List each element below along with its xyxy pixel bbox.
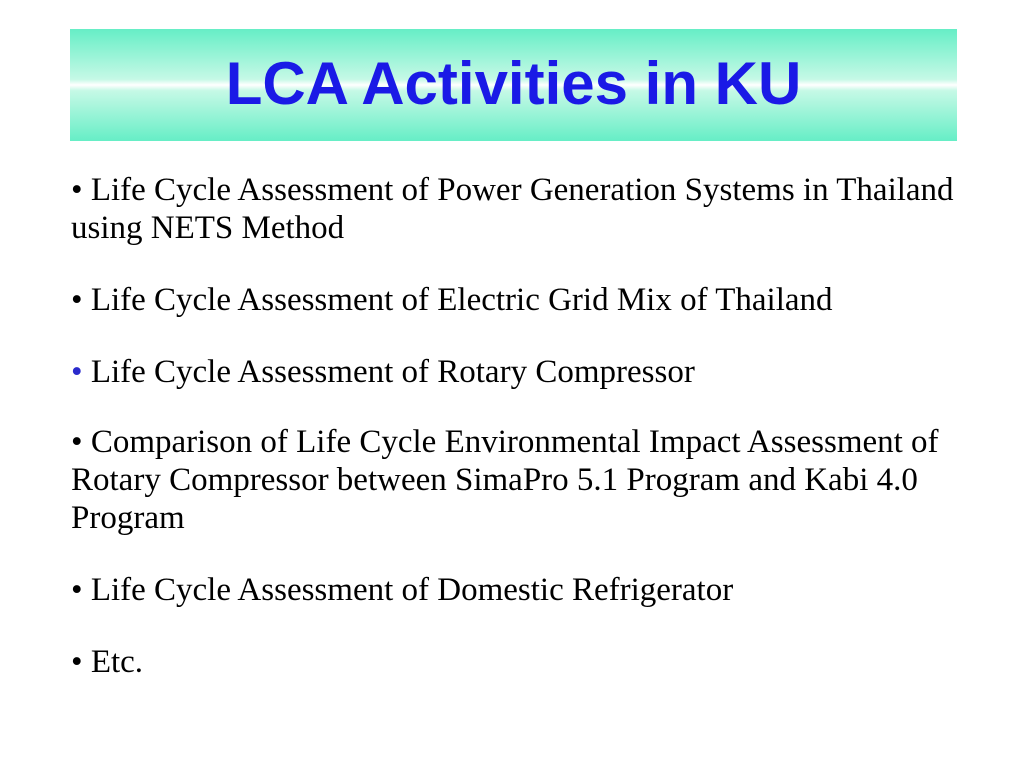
title-band (70, 29, 957, 141)
bullet-icon: • (71, 424, 83, 460)
bullet-text: Life Cycle Assessment of Electric Grid Mix of Thailand (90, 282, 833, 318)
bullet-icon: • (71, 172, 83, 208)
bullet-item (71, 171, 971, 247)
bullet-list (71, 171, 971, 681)
bullet-text: Life Cycle Assessment of Domestic Refrigerator (90, 572, 734, 608)
bullet-text: Life Cycle Assessment of Power Generation Systems in Thailand using NETS Method (71, 172, 954, 246)
bullet-item (71, 281, 971, 319)
bullet-item (71, 571, 971, 609)
bullet-icon: • (71, 572, 83, 608)
bullet-text: Life Cycle Assessment of Rotary Compressor (90, 354, 695, 390)
bullet-icon: • (71, 354, 83, 390)
bullet-item (71, 643, 971, 681)
bullet-text: Comparison of Life Cycle Environmental Impact Assessment of Rotary Compressor between SimaPro 5.1 Program and Kabi 4.0 Program (71, 424, 939, 536)
slide-title: LCA Activities in KU (225, 50, 802, 117)
bullet-icon: • (71, 644, 83, 680)
bullet-icon: • (71, 282, 83, 318)
bullet-text: Etc. (90, 644, 144, 680)
bullet-item (71, 353, 971, 391)
bullet-item (71, 423, 971, 537)
